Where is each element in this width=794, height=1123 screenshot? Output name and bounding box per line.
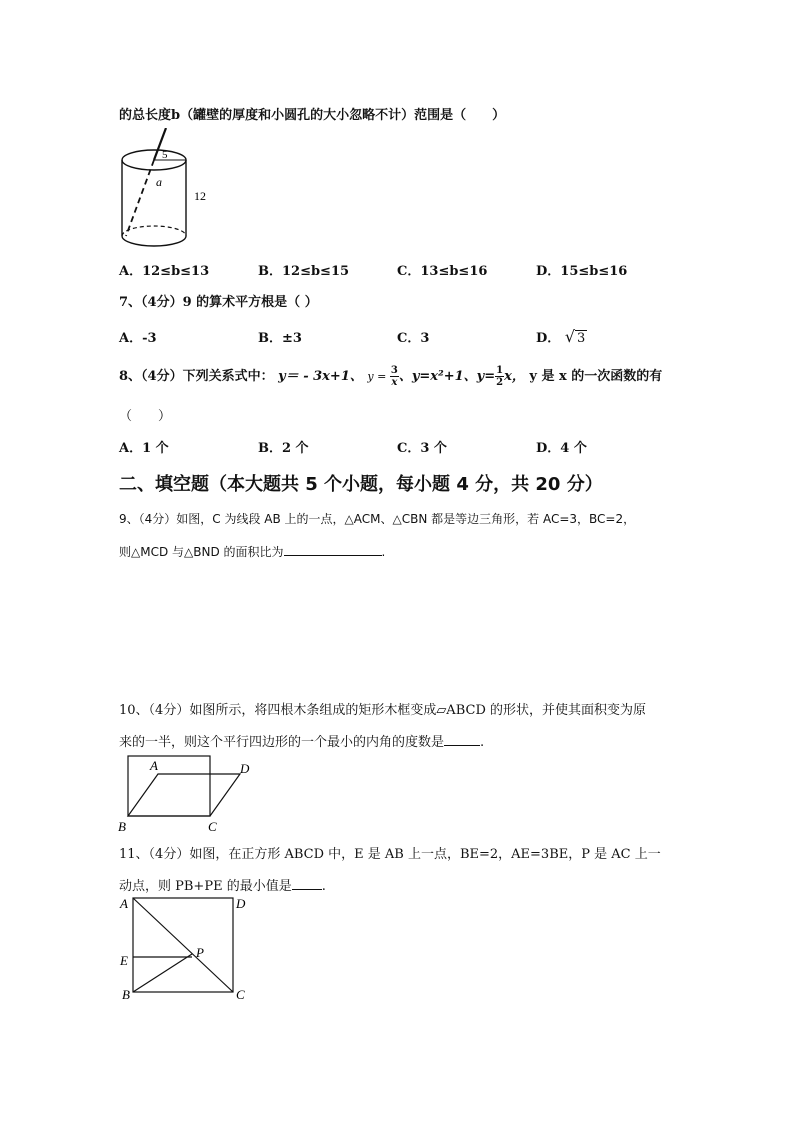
q11-label-e: E — [120, 953, 128, 968]
q9-line2-text: 则△MCD 与△BND 的面积比为 — [119, 545, 284, 559]
q8-expr3: 、y=x²+1、y= — [398, 369, 496, 384]
q11-label-c: C — [236, 987, 245, 1002]
parallelogram-figure — [112, 752, 262, 836]
q8-frac-1-over-2: $\frac{1}{2}$ — [496, 365, 504, 388]
q7-option-b: B．±3 — [258, 331, 302, 346]
q9-answer-blank — [284, 543, 382, 556]
q10-line2 — [119, 731, 484, 750]
q8-option-c: C．3 个 — [397, 441, 447, 456]
cylinder-label-radius: 5 — [162, 149, 168, 161]
q8-number: 8、（4分）下列关系式中： — [119, 369, 274, 384]
q10-answer-blank — [444, 733, 480, 746]
q10-label-b: B — [118, 819, 126, 834]
q7-option-a: A．-3 — [119, 331, 157, 346]
q9-line1: 9、（4分）如图，C 为线段 AB 上的一点，△ACM、△CBN 都是等边三角形，若 AC=3，BC=2， — [119, 512, 636, 526]
q10-line1: 10、（4分）如图所示，将四根木条组成的矩形木框变成▱ABCD 的形状，并使其面积变为原 — [119, 703, 646, 718]
q11-label-a: A — [120, 896, 128, 911]
q7-option-c: C．3 — [397, 331, 430, 346]
q6-stem: 的总长度b（罐壁的厚度和小圆孔的大小忽略不计）范围是（ ） — [119, 108, 506, 123]
q11-line2-text: 动点，则 PB+PE 的最小值是 — [119, 879, 292, 894]
q6-option-b: B．12≤b≤15 — [258, 264, 350, 279]
q6-option-d: D．15≤b≤16 — [536, 264, 628, 279]
q11-line1: 11、（4分）如图，在正方形 ABCD 中，E 是 AB 上一点，BE=2，AE=3BE，P 是 AC 上一 — [119, 847, 661, 862]
q11-answer-blank — [292, 877, 322, 890]
q10-label-c: C — [208, 819, 217, 834]
q6-option-c: C．13≤b≤16 — [397, 264, 488, 279]
q10-line2-text: 来的一半，则这个平行四边形的一个最小的内角的度数是 — [119, 735, 445, 750]
q10-label-d: D — [240, 761, 250, 776]
square-figure — [112, 892, 252, 1004]
q6-option-a: A．12≤b≤13 — [119, 264, 210, 279]
q8-conclusion: y 是 x 的一次函数的有 — [529, 369, 663, 384]
q11-label-b: B — [122, 987, 130, 1002]
q8-frac-3-over-x: $\frac{3}{x}$ — [390, 365, 398, 388]
q9-end: . — [381, 545, 386, 559]
q11-label-d: D — [236, 896, 246, 911]
q9-line2 — [119, 543, 385, 560]
q8-option-b: B．2 个 — [258, 441, 309, 456]
q8-paren: （ ） — [119, 409, 172, 424]
q8-option-a: A．1 个 — [119, 441, 169, 456]
q8-stem — [119, 360, 662, 394]
cylinder-figure — [112, 128, 222, 256]
q10-label-a: A — [150, 758, 158, 773]
q8-expr4-tail: x， — [504, 369, 525, 384]
section-2-heading: 二、填空题（本大题共 5 个小题，每小题 4 分，共 20 分） — [119, 474, 603, 495]
q8-option-d: D．4 个 — [536, 441, 587, 456]
cylinder-label-height: 12 — [194, 189, 206, 203]
q10-end: . — [480, 735, 485, 750]
q11-label-p: P — [196, 945, 204, 960]
q7-stem: 7、（4分）9 的算术平方根是（ ） — [119, 295, 318, 310]
q7-option-d — [536, 327, 587, 346]
q8-expr1: y＝ - 3x+1、 — [278, 369, 363, 384]
sqrt-symbol: √ — [564, 327, 576, 346]
cylinder-label-a: a — [156, 175, 162, 189]
q8-expr2-lhs: y = — [367, 370, 390, 383]
q7-option-d-label: D． — [536, 331, 561, 346]
sqrt-radicand: 3 — [577, 331, 586, 346]
q11-end: . — [321, 879, 326, 894]
